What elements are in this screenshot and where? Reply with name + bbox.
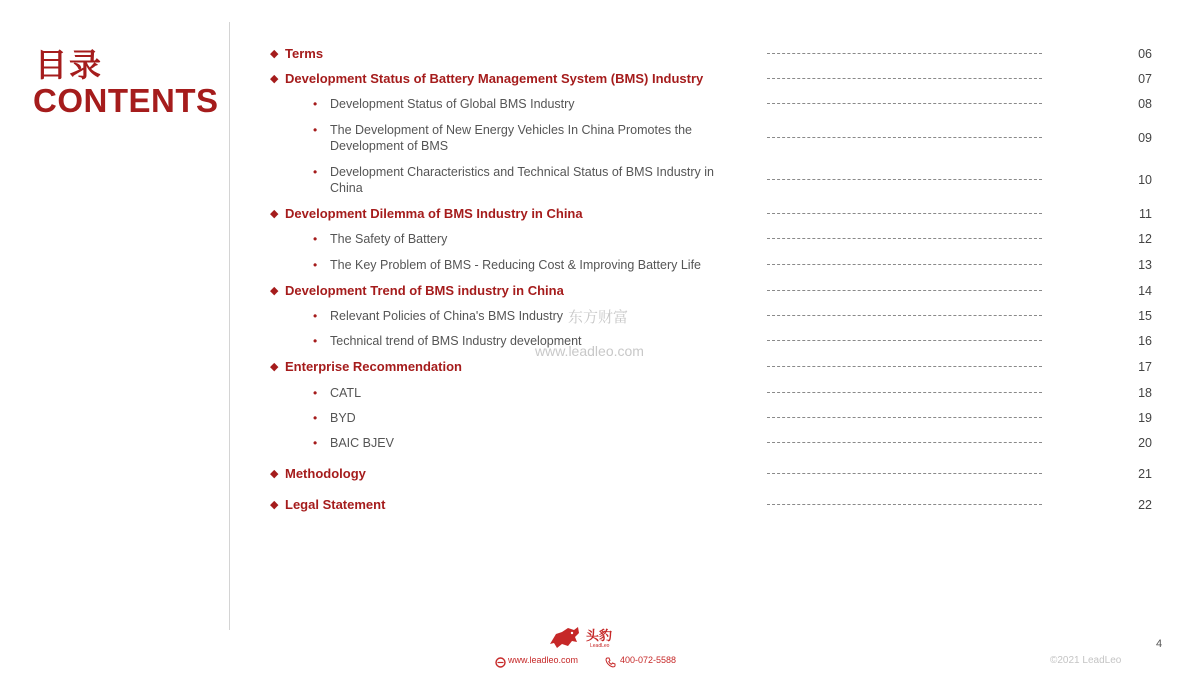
- toc-subsection[interactable]: [0, 435, 1200, 451]
- toc-page-number: 22: [1138, 498, 1152, 512]
- toc-page-number: 12: [1138, 232, 1152, 246]
- vertical-divider: [229, 22, 230, 630]
- dotted-leader: [767, 340, 1042, 341]
- dotted-leader: [767, 442, 1042, 443]
- toc-subsection-title: The Key Problem of BMS - Reducing Cost & Improving Battery Life: [330, 258, 701, 272]
- dotted-leader: [767, 137, 1042, 138]
- toc-section-title: Enterprise Recommendation: [285, 359, 462, 374]
- toc-subsection[interactable]: [0, 231, 1200, 247]
- toc-section-title: Legal Statement: [285, 497, 386, 512]
- diamond-bullet-icon: ◆: [270, 499, 279, 511]
- dotted-leader: [767, 290, 1042, 291]
- toc-page-number: 18: [1138, 386, 1152, 400]
- phone-icon: [605, 655, 616, 673]
- watermark-chinese: 东方财富: [568, 308, 629, 326]
- diamond-bullet-icon: ◆: [270, 73, 279, 85]
- toc-section[interactable]: [0, 497, 1200, 513]
- toc-section[interactable]: [0, 283, 1200, 299]
- toc-subsection[interactable]: [0, 96, 1200, 112]
- toc-subsection[interactable]: [0, 164, 1200, 196]
- dot-bullet-icon: •: [313, 123, 318, 137]
- dot-bullet-icon: •: [313, 334, 318, 348]
- toc-page-number: 16: [1138, 334, 1152, 348]
- dotted-leader: [767, 238, 1042, 239]
- toc-title-english: CONTENTS: [33, 82, 219, 119]
- diamond-bullet-icon: ◆: [270, 208, 279, 220]
- toc-section-title: Methodology: [285, 466, 366, 481]
- dot-bullet-icon: •: [313, 97, 318, 111]
- dotted-leader: [767, 504, 1042, 505]
- toc-section-title: Development Dilemma of BMS Industry in China: [285, 206, 583, 221]
- toc-section[interactable]: [0, 359, 1200, 375]
- dot-bullet-icon: •: [313, 436, 318, 450]
- toc-subsection-title: CATL: [330, 386, 362, 400]
- dot-bullet-icon: •: [313, 386, 318, 400]
- diamond-bullet-icon: ◆: [270, 285, 279, 297]
- toc-page-number: 11: [1139, 207, 1152, 221]
- diamond-bullet-icon: ◆: [270, 468, 279, 480]
- toc-page-number: 13: [1138, 258, 1152, 272]
- page-number: 4: [1156, 638, 1163, 650]
- toc-section-title: Development Status of Battery Management System (BMS) Industry: [285, 71, 704, 86]
- toc-section-title: Development Trend of BMS industry in China: [285, 283, 564, 298]
- toc-section-title: Terms: [285, 46, 324, 61]
- toc-page-number: 07: [1138, 72, 1152, 86]
- dotted-leader: [767, 264, 1042, 265]
- footer-brand-english: LeadLeo: [590, 643, 610, 649]
- dot-bullet-icon: •: [313, 309, 318, 323]
- dotted-leader: [767, 315, 1042, 316]
- toc-subsection[interactable]: [0, 385, 1200, 401]
- toc-section[interactable]: [0, 46, 1200, 62]
- toc-page-number: 08: [1138, 97, 1152, 111]
- toc-page-number: 20: [1138, 436, 1152, 450]
- toc-page-number: 10: [1138, 173, 1152, 187]
- dot-bullet-icon: •: [313, 258, 318, 272]
- footer-phone-number: 400-072-5588: [620, 655, 677, 665]
- toc-subsection-title: Development Characteristics and Technical Status of BMS Industry in China: [330, 165, 714, 195]
- toc-subsection-title: Development Status of Global BMS Industry: [330, 97, 575, 111]
- dot-bullet-icon: •: [313, 411, 318, 425]
- toc-section[interactable]: [0, 71, 1200, 87]
- footer-website-link[interactable]: www.leadleo.com: [508, 655, 579, 665]
- dot-bullet-icon: •: [313, 232, 318, 246]
- toc-section[interactable]: [0, 466, 1200, 482]
- toc-page-number: 06: [1138, 47, 1152, 61]
- toc-subsection-title: Technical trend of BMS Industry development: [330, 334, 582, 348]
- dotted-leader: [767, 53, 1042, 54]
- toc-subsection-title: The Safety of Battery: [330, 232, 448, 246]
- leopard-logo-icon: [548, 624, 582, 657]
- toc-title-chinese: 目录: [35, 46, 104, 84]
- toc-subsection-title: The Development of New Energy Vehicles In China Promotes the Development of BMS: [330, 123, 692, 153]
- toc-subsection-title: BAIC BJEV: [330, 436, 394, 450]
- dot-bullet-icon: •: [313, 165, 318, 179]
- dotted-leader: [767, 179, 1042, 180]
- toc-page-number: 17: [1138, 360, 1152, 374]
- footer-brand-name: 头豹: [586, 629, 613, 644]
- dotted-leader: [767, 473, 1042, 474]
- dotted-leader: [767, 392, 1042, 393]
- dotted-leader: [767, 103, 1042, 104]
- toc-page-number: 21: [1138, 467, 1152, 481]
- toc-subsection[interactable]: [0, 257, 1200, 273]
- toc-subsection[interactable]: [0, 122, 1200, 154]
- dotted-leader: [767, 78, 1042, 79]
- toc-page-number: 19: [1138, 411, 1152, 425]
- diamond-bullet-icon: ◆: [270, 361, 279, 373]
- toc-page-number: 15: [1138, 309, 1152, 323]
- dotted-leader: [767, 213, 1042, 214]
- copyright-text: ©2021 LeadLeo: [1050, 655, 1122, 666]
- toc-subsection-title: Relevant Policies of China's BMS Industry: [330, 309, 564, 323]
- toc-page-number: 14: [1138, 284, 1152, 298]
- toc-section[interactable]: [0, 206, 1200, 222]
- dotted-leader: [767, 417, 1042, 418]
- toc-subsection-title: BYD: [330, 411, 356, 425]
- toc-page-number: 09: [1138, 131, 1152, 145]
- dotted-leader: [767, 366, 1042, 367]
- toc-subsection[interactable]: [0, 410, 1200, 426]
- web-icon: [495, 655, 506, 673]
- watermark-url: www.leadleo.com: [535, 343, 644, 359]
- diamond-bullet-icon: ◆: [270, 48, 279, 60]
